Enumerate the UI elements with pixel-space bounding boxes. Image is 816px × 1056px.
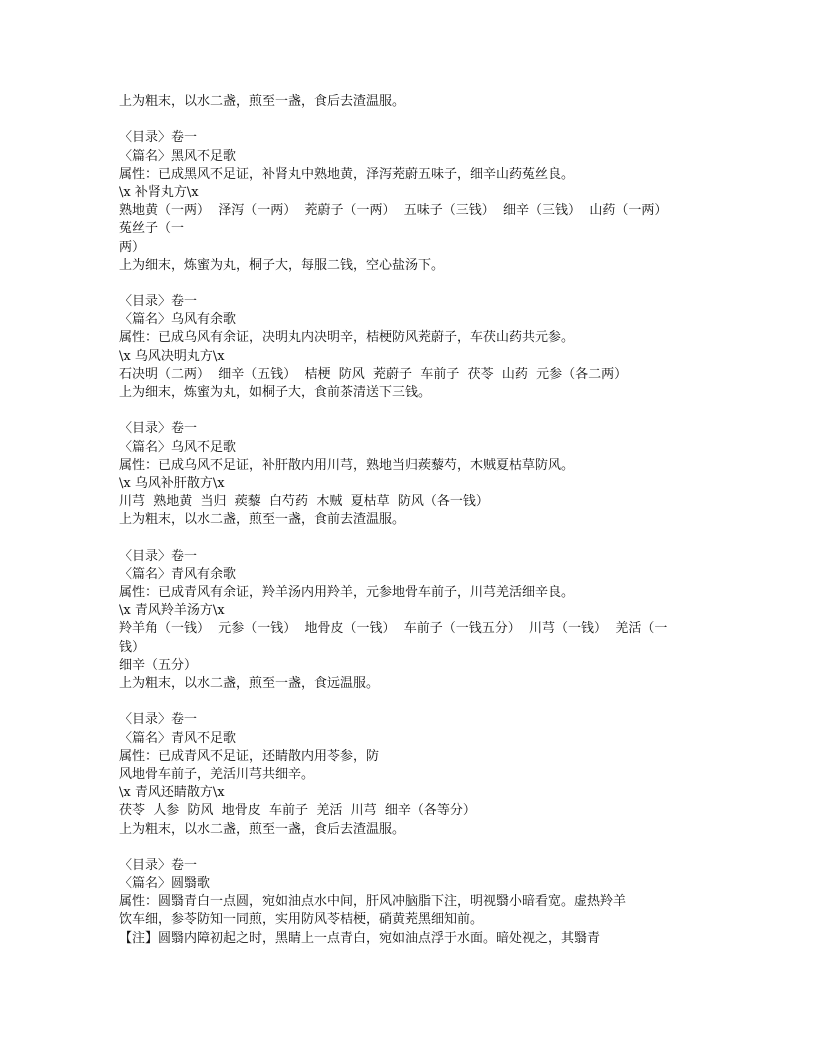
text-line: 〈目录〉卷一: [119, 421, 198, 437]
text-line: 羚羊角（一钱） 元参（一钱） 地骨皮（一钱） 车前子（一钱五分） 川芎（一钱） 羌活（一: [119, 621, 668, 637]
text-line: 上为粗末，以水二盏，煎至一盏，食后去渣温服。: [119, 821, 406, 837]
text-line: 上为粗末，以水二盏，煎至一盏，食前去渣温服。: [119, 512, 406, 528]
text-line: 上为细末，炼蜜为丸，如桐子大，食前茶清送下三钱。: [119, 385, 432, 400]
text-line: 【注】圆翳内障初起之时，黑睛上一点青白，宛如油点浮于水面。暗处视之，其翳青: [119, 930, 601, 946]
text-line: 属性：已成黑风不足证，补肾丸中熟地黄，泽泻茺蔚五味子，细辛山药菟丝良。: [119, 166, 575, 182]
text-line: 〈目录〉卷一: [119, 712, 198, 728]
text-line: 细辛（五分）: [119, 657, 198, 673]
text-line: 风地骨车前子，羌活川芎共细辛。: [119, 766, 315, 782]
text-line: 〈目录〉卷一: [119, 857, 198, 873]
text-line: 川芎 熟地黄 当归 蒺藜 白芍药 木贼 夏枯草 防风（各一钱）: [119, 494, 489, 510]
text-line: 茯苓 人参 防风 地骨皮 车前子 羌活 川芎 细辛（各等分）: [119, 803, 476, 819]
blank-line: [119, 275, 709, 293]
text-line: 熟地黄（一两） 泽泻（一两） 茺蔚子（一两） 五味子（三钱） 细辛（三钱） 山药（一两）: [119, 203, 668, 219]
text-line: 石决明（二两） 细辛（五钱） 桔梗 防风 茺蔚子 车前子 茯苓 山药 元参（各二两）: [119, 366, 628, 382]
text-line: 属性：已成青风有余证，羚羊汤内用羚羊，元参地骨车前子，川芎羌活细辛良。: [119, 585, 575, 601]
text-line: 〈目录〉卷一: [119, 130, 198, 146]
blank-line: [119, 402, 709, 420]
text-line: \x 乌风决明丸方\x: [119, 348, 225, 364]
text-line: 上为粗末，以水二盏，煎至一盏，食远温服。: [119, 676, 380, 691]
text-line: 钱）: [119, 639, 146, 655]
text-line: 属性：圆翳青白一点圆，宛如油点水中间，肝风冲脑脂下注，明视翳小暗看宽。虚热羚羊: [119, 894, 627, 910]
text-line: 〈篇名〉乌风不足歌: [119, 439, 237, 455]
text-line: 〈篇名〉黑风不足歌: [119, 148, 237, 164]
text-line: \x 乌风补肝散方\x: [119, 475, 225, 491]
blank-line: [119, 111, 709, 129]
text-line: 上为细末，炼蜜为丸，桐子大，每服二钱，空心盐汤下。: [119, 257, 445, 273]
text-line: 菟丝子（一: [119, 221, 185, 237]
text-line: 〈篇名〉乌风有余歌: [119, 312, 237, 328]
text-line: 上为粗末，以水二盏，煎至一盏，食后去渣温服。: [119, 94, 406, 109]
text-line: 〈篇名〉青风不足歌: [119, 730, 237, 746]
text-line: 〈篇名〉青风有余歌: [119, 566, 237, 582]
text-line: 饮车细，参苓防知一同煎，实用防风苓桔梗，硝黄茺黑细知前。: [119, 912, 484, 928]
text-line: 属性：已成乌风不足证，补肝散内用川芎，熟地当归蒺藜芍，木贼夏枯草防风。: [119, 457, 575, 473]
blank-line: [119, 693, 709, 711]
text-line: 〈目录〉卷一: [119, 548, 198, 564]
text-line: \x 补肾丸方\x: [119, 184, 199, 200]
text-line: \x 青风还睛散方\x: [119, 785, 225, 801]
document-page: [119, 93, 709, 948]
text-line: 属性：已成青风不足证，还睛散内用苓参，防: [119, 748, 380, 764]
blank-line: [119, 530, 709, 548]
text-line: 两）: [119, 239, 146, 255]
blank-line: [119, 839, 709, 857]
text-line: 属性：已成乌风有余证，决明丸内决明辛，桔梗防风茺蔚子，车茯山药共元参。: [119, 330, 575, 346]
text-line: 〈篇名〉圆翳歌: [119, 876, 211, 892]
text-line: \x 青风羚羊汤方\x: [119, 603, 225, 619]
text-line: 〈目录〉卷一: [119, 294, 198, 310]
